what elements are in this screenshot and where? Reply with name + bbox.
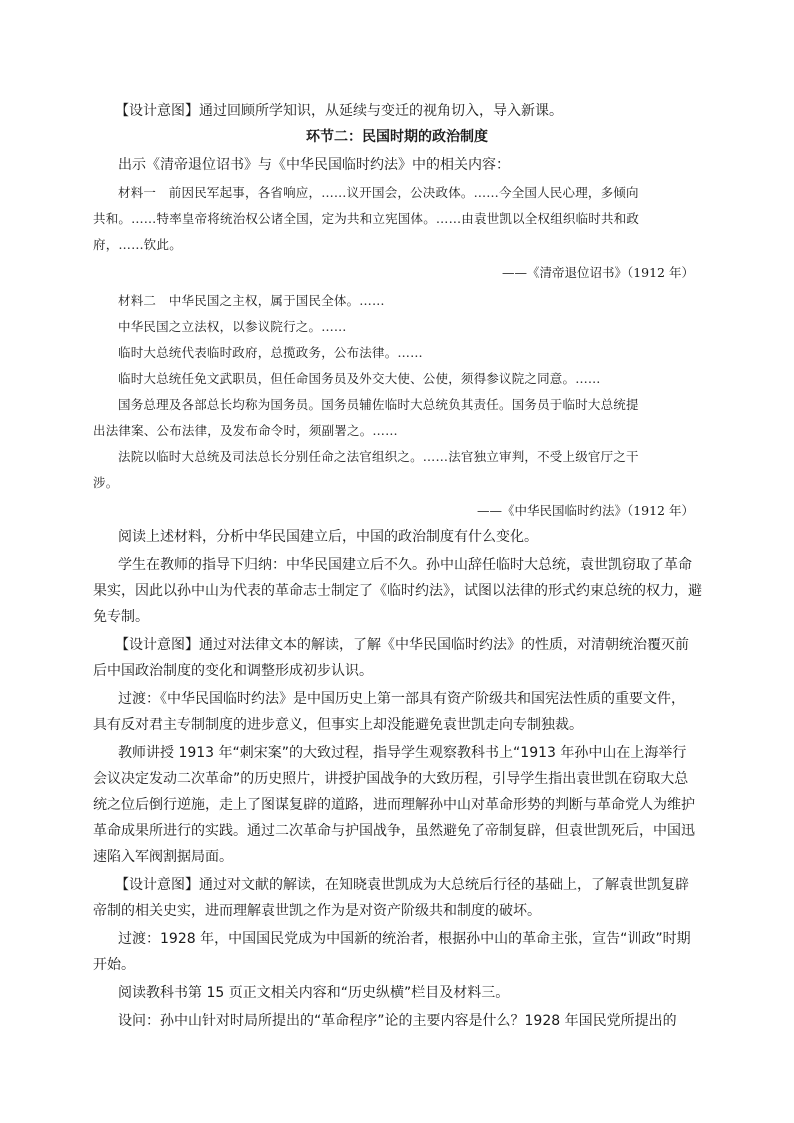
material-1-source: ——《清帝退位诏书》（1912 年） (501, 265, 694, 280)
teacher-line-3: 统之位后倒行逆施，走上了图谋复辟的道路，进而理解孙中山对革命形势的判断与革命党人为维护 (93, 797, 695, 813)
transition-2-line-1: 过渡：1928 年，中国国民党成为中国新的统治者，根据孙中山的革命主张，宣告“训政”时期 (118, 931, 691, 947)
material-1-line-1: 材料一 前因民军起事，各省响应，……议开国会，公决政体。……今全国人民心理，多倾向 (118, 185, 639, 200)
student-line-1: 学生在教师的指导下归纳：中华民国建立后不久。孙中山辞任临时大总统，袁世凯窃取了革命 (118, 557, 692, 573)
teacher-line-2: 会议决定发动二次革命”的历史照片，讲授护国战争的大致历程，引导学生指出袁世凯在窃取大总 (93, 771, 689, 787)
material-1-line-3: 府，……钦此。 (93, 237, 182, 252)
teacher-line-1: 教师讲授 1913 年“刺宋案”的大致过程，指导学生观察教科书上“1913 年孙中山在上海举行 (118, 745, 687, 761)
material-2-source: ——《中华民国临时约法》（1912 年） (476, 503, 694, 518)
material-2-line-6: 出法律案、公布法律，及发布命令时，须副署之。…… (93, 423, 398, 438)
material-2-line-4: 临时大总统任免文武职员，但任命国务员及外交大使、公使，须得参议院之同意。…… (118, 371, 601, 386)
question-2-line: 设问：孙中山针对时局所提出的“革命程序”论的主要内容是什么？1928 年国民党所提出的 (118, 1013, 677, 1029)
design-intent-2-line-1: 【设计意图】通过对法律文本的解读，了解《中华民国临时约法》的性质，对清朝统治覆灭前 (115, 637, 689, 653)
transition-2-line-2: 开始。 (93, 957, 135, 973)
material-2-line-8: 涉。 (93, 475, 119, 490)
student-line-3: 免专制。 (93, 609, 149, 625)
design-intent-3-line-1: 【设计意图】通过对文献的解读，在知晓袁世凯成为大总统后行径的基础上，了解袁世凯复辟 (115, 877, 689, 893)
question-line: 阅读上述材料，分析中华民国建立后，中国的政治制度有什么变化。 (118, 529, 538, 545)
design-intent-3-line-2: 帝制的相关史实，进而理解袁世凯之作为是对资产阶级共和制度的破坏。 (93, 903, 541, 919)
design-intent-2-line-2: 后中国政治制度的变化和调整形成初步认识。 (93, 663, 373, 679)
material-2-line-3: 临时大总统代表临时政府，总揽政务，公布法律。…… (118, 345, 423, 360)
section-heading: 环节二：民国时期的政治制度 (306, 129, 488, 145)
design-intent-1: 【设计意图】通过回顾所学知识，从延续与变迁的视角切入，导入新课。 (115, 103, 563, 119)
material-1-line-2: 共和。……特率皇帝将统治权公诸全国，定为共和立宪国体。……由袁世凯以全权组织临时共和政 (93, 211, 640, 226)
material-2-line-2: 中华民国之立法权，以参议院行之。…… (118, 319, 347, 334)
material-2-line-1: 材料二 中华民国之主权，属于国民全体。…… (118, 293, 385, 308)
reading-line: 阅读教科书第 15 页正文相关内容和“历史纵横”栏目及材料三。 (118, 985, 510, 1001)
material-2-line-7: 法院以临时大总统及司法总长分别任命之法官组织之。……法官独立审判，不受上级官厅之干 (118, 449, 639, 464)
material-2-line-5: 国务总理及各部总长均称为国务员。国务员辅佐临时大总统负其责任。国务员于临时大总统提 (118, 397, 639, 412)
intro-line: 出示《清帝退位诏书》与《中华民国临时约法》中的相关内容： (118, 157, 510, 173)
teacher-line-4: 革命成果所进行的实践。通过二次革命与护国战争，虽然避免了帝制复辟，但袁世凯死后，中国迅 (93, 823, 695, 839)
transition-1-line-1: 过渡：《中华民国临时约法》是中国历史上第一部具有资产阶级共和国宪法性质的重要文件， (118, 691, 685, 707)
transition-1-line-2: 具有反对君主专制制度的进步意义，但事实上却没能避免袁世凯走向专制独裁。 (93, 717, 583, 733)
student-line-2: 果实，因此以孙中山为代表的革命志士制定了《临时约法》，试图以法律的形式约束总统的权力，避 (93, 583, 702, 599)
teacher-line-5: 速陷入军阀割据局面。 (93, 849, 233, 865)
